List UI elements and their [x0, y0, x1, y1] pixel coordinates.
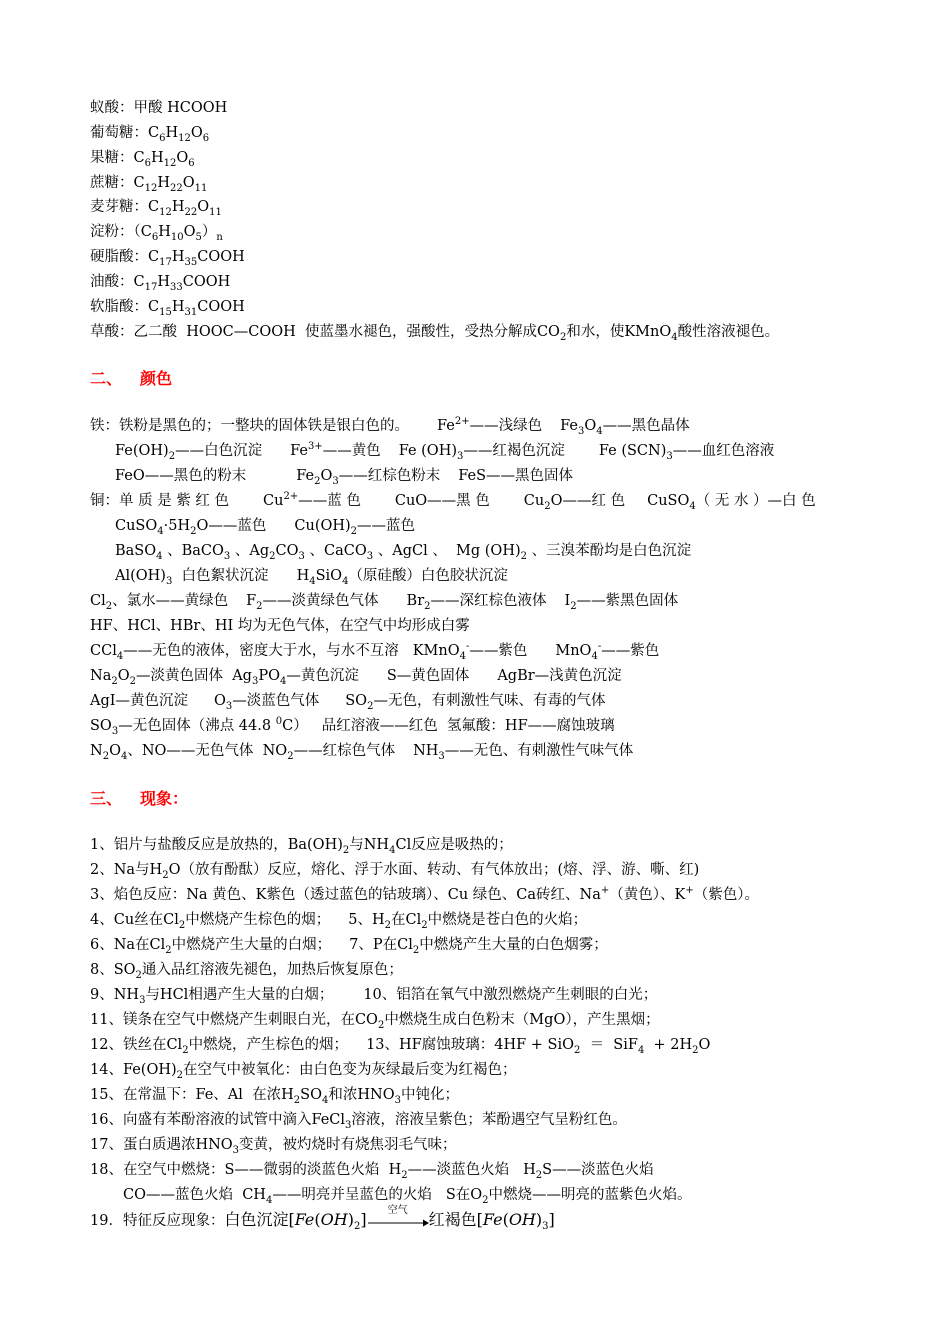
phenomenon-15: 15、在常温下：Fe、Al 在浓$H_2SO_4$和浓$HNO_3$中钝化； — [90, 1087, 459, 1106]
phenomenon-6-7: 6、Na在$Cl_2$中燃烧产生大量的白烟； 7、P在$Cl_2$中燃烧产生大量的白色烟雾； — [90, 937, 608, 956]
acid-stearic: 硬脂酸：$C_{17}H_{35}COOH$ — [90, 249, 245, 268]
phenomenon-19 — [90, 1205, 555, 1233]
section-heading-phenomena — [90, 788, 188, 810]
section-title: 颜色 — [140, 369, 173, 388]
section-number: 二、 — [90, 369, 123, 388]
color-line-iron: 铁：铁粉是黑色的；一整块的固体铁是银白色的。 $Fe^{2+}——$浅绿色 $Fe_3O_4——$黑色晶体 — [90, 416, 690, 437]
acid-starch: 淀粉：$(C_6H_{10}O_5)_n$ — [90, 224, 223, 243]
color-line-iron-3: FeO——黑色的粉末 $Fe_2O_3——$红棕色粉末 FeS——黑色固体 — [115, 468, 574, 487]
color-line-so3: $SO_3—$无色固体（沸点 44.8 $^0$C） 品红溶液——红色 氢氟酸：HF——腐蚀玻璃 — [90, 716, 615, 737]
acid-fructose: 果糖：$C_6H_{12}O_6$ — [90, 150, 195, 169]
arrow-condition: 空气 — [387, 1205, 408, 1216]
reaction-arrow — [367, 1205, 429, 1231]
glucose-label: 葡萄糖：$C_6H_{12}O_6$ — [90, 125, 210, 144]
phenomenon-11: 11、镁条在空气中燃烧产生刺眼白光，在$CO_2$中燃烧生成白色粉末（MgO），产生黑烟； — [90, 1012, 660, 1031]
acid-maltose: 麦芽糖：$C_{12}H_{22}O_{11}$ — [90, 199, 222, 218]
section-heading-colors — [90, 368, 172, 390]
item19-label: 19．特征反应现象： — [90, 1213, 225, 1229]
color-line-copper: 铜：单 质 是 紫 红 色 $Cu^{2+}——$蓝 色 CuO——黑 色 $Cu_2O——$红 色 CuSO$_4$（ 无 水 ）—白 色 — [90, 491, 816, 512]
arrow-icon — [367, 1211, 429, 1231]
acid-oleic: 油酸：$C_{17}H_{33}COOH$ — [90, 274, 231, 293]
acid-sucrose: 蔗糖：$C_{12}H_{22}O_{11}$ — [90, 175, 208, 194]
color-line-aluminum: $Al(OH)_3$ 白色絮状沉淀 $H_4SiO_4$（原硅酸）白色胶状沉淀 — [115, 568, 508, 587]
phenomenon-4-5: 4、Cu丝在$Cl_2$中燃烧产生棕色的烟； 5、$H_2$在$Cl_2$中燃烧是苍白色的火焰； — [90, 912, 588, 931]
phenomenon-14: 14、$Fe(OH)_2$在空气中被氧化：由白色变为灰绿最后变为红褐色； — [90, 1062, 517, 1081]
phenomenon-8: 8、$SO_2$通入品红溶液先褪色，加热后恢复原色； — [90, 962, 403, 981]
phenomenon-18: 18、在空气中燃烧：S——微弱的淡蓝色火焰 $H_2——$淡蓝色火焰 $H_2S——$淡蓝色火焰 — [90, 1162, 654, 1181]
color-line-iron-2: $Fe(OH)_2——$白色沉淀 $Fe^{3+}——$黄色 Fe $(OH)_3——$红褐色沉淀 Fe $(SCN)_3——$血红色溶液 — [115, 441, 775, 462]
phenomenon-2: 2、Na与$H_2O$（放有酚酞）反应，熔化、浮于水面、转动、有气体放出；(熔、浮、游、嘶、红) — [90, 862, 700, 881]
phenomenon-18-continued: CO——蓝色火焰 $CH_4——$明亮并呈蓝色的火焰 S在$O_2$中燃烧——明亮的蓝紫色火焰。 — [123, 1187, 692, 1206]
phenomenon-17: 17、蛋白质遇浓$HNO_3$变黄，被灼烧时有烧焦羽毛气味； — [90, 1137, 457, 1156]
section-title: 现象： — [140, 789, 189, 808]
phenomenon-1: 1、铝片与盐酸反应是放热的，$Ba(OH)_2$与$NH_4Cl$反应是吸热的； — [90, 837, 513, 856]
color-line-copper-2: $CuSO_4\cdot 5H_2O——$蓝色 $Cu(OH)_2——$蓝色 — [115, 518, 416, 537]
acid-glucose — [90, 123, 209, 143]
color-line-ccl4: CCl$_4$——无色的液体，密度大于水，与水不互溶 KMnO$_4$-——紫色 MnO$_4$-——紫色 — [90, 641, 660, 662]
acid-palmitic: 软脂酸：$C_{15}H_{31}COOH$ — [90, 299, 245, 318]
acid-formic: 蚁酸：甲酸 HCOOH — [90, 100, 228, 116]
section-number: 三、 — [90, 789, 123, 808]
color-line-halogens: $Cl_2$、氯水——黄绿色 $F_2——$淡黄绿色气体 $Br_2——$深红棕色液体 $I_2——$紫黑色固体 — [90, 593, 679, 612]
phenomenon-9-10: 9、$NH_3$与HCl相遇产生大量的白烟； 10、铝箔在氧气中激烈燃烧产生刺眼的白光； — [90, 987, 658, 1006]
color-line-na2o2: $Na_2O_2—$淡黄色固体 $Ag_3PO_4—$黄色沉淀 S—黄色固体 AgBr—浅黄色沉淀 — [90, 668, 622, 687]
color-line-hydrogen-halides: HF、HCl、HBr、HI 均为无色气体，在空气中均形成白雾 — [90, 618, 470, 634]
color-line-agi: AgI—黄色沉淀 $O_3—$淡蓝色气体 $SO_2—$无色，有刺激性气味、有毒的气体 — [90, 693, 606, 712]
phenomenon-12-13: 12、铁丝在$Cl_2$中燃烧，产生棕色的烟； 13、HF腐蚀玻璃：$4HF + SiO_2 = SiF_4 + 2H_2O$ — [90, 1037, 711, 1056]
acid-oxalic: 草酸：乙二酸 HOOC—COOH 使蓝墨水褪色，强酸性，受热分解成$CO_2$和水，使KMnO$_4$酸性溶液褪色。 — [90, 324, 780, 343]
item19-left: 白色沉淀$[Fe(OH)_2]$ — [224, 1210, 367, 1233]
phenomenon-16: 16、向盛有苯酚溶液的试管中滴入FeCl$_3$溶液，溶液呈紫色；苯酚遇空气呈粉红色。 — [90, 1112, 627, 1131]
color-line-white-precipitates: BaSO$_4$ 、BaCO$_3$ 、$Ag_2CO_3$ 、CaCO$_3$ 、AgCl 、 Mg $(OH)_2$ 、三溴苯酚均是白色沉淀 — [115, 543, 692, 562]
phenomenon-3: 3、焰色反应：Na 黄色、K紫色（透过蓝色的钴玻璃）、Cu 绿色、Ca砖红、Na+（黄色）、K+（紫色）。 — [90, 885, 759, 903]
item19-right: 红褐色$[Fe(OH)_3]$ — [428, 1210, 555, 1233]
color-line-nitrogen-oxides: $N_2O_4$、NO——无色气体 $NO_2——$红棕色气体 $NH_3——$无色、有刺激性气味气体 — [90, 743, 634, 762]
